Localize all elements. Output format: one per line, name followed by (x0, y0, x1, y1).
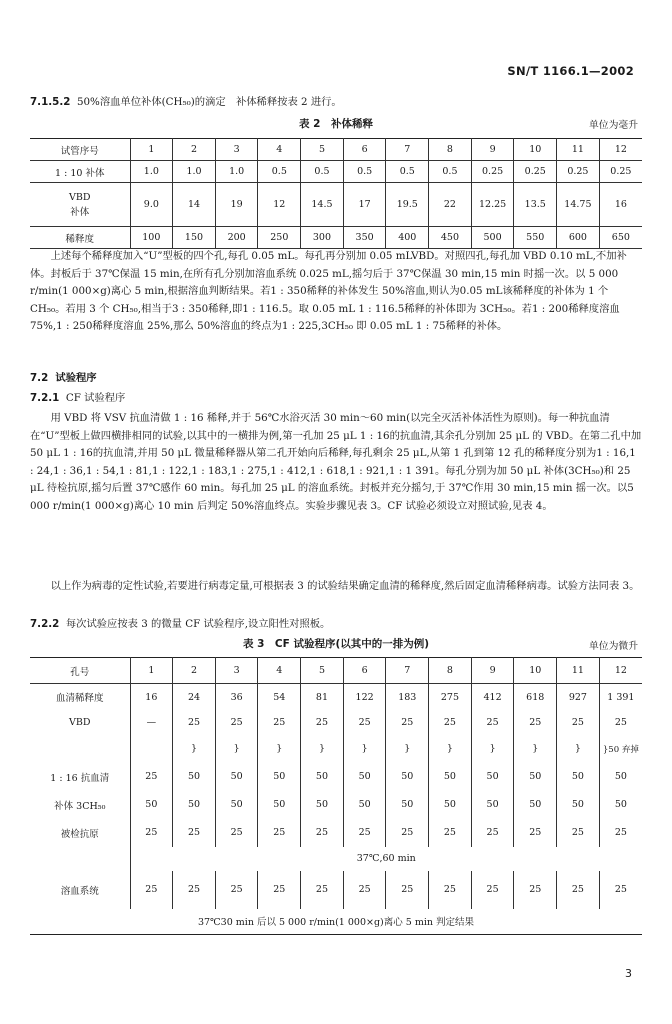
table-cell: 4 (258, 658, 301, 684)
table-row (30, 735, 642, 763)
section-number: 7.2.2 (30, 618, 60, 630)
table-cell: 14.5 (301, 183, 344, 227)
table-cell: 19.5 (386, 183, 429, 227)
table-cell: 25 (386, 871, 429, 909)
table-cell: 14 (173, 183, 216, 227)
table-cell: 1 391 (599, 684, 642, 711)
table-cell (30, 735, 130, 763)
table-cell: 25 (514, 819, 557, 847)
table-cell: } (215, 735, 258, 763)
table-cell: 25 (471, 711, 514, 735)
table-cell: 1.0 (215, 161, 258, 183)
table-cell: 25 (599, 871, 642, 909)
table-cell: 25 (557, 819, 600, 847)
table-row (30, 763, 642, 791)
table-row (30, 139, 642, 161)
section-number: 7.1.5.2 (30, 96, 71, 108)
table-cell: 350 (343, 227, 386, 249)
table-cell: } (258, 735, 301, 763)
table-cell: 412 (471, 684, 514, 711)
table-cell: 9 (471, 658, 514, 684)
table-cell: 25 (514, 871, 557, 909)
table-cell: 25 (599, 819, 642, 847)
table-cell: 0.25 (557, 161, 600, 183)
table-cell: 50 (301, 763, 344, 791)
table-cell: 50 (557, 791, 600, 819)
row-label-line: 补体 (70, 206, 90, 218)
paragraph-quantitative: 以上作为病毒的定性试验,若要进行病毒定量,可根据表 3 的试验结果确定血清的稀释度,然后固定血清稀释病毒。试验方法同表 3。 (50, 580, 640, 592)
table-cell: 0.25 (471, 161, 514, 183)
table-cell: 450 (429, 227, 472, 249)
table-cell: 被检抗原 (30, 819, 130, 847)
table-cell: 927 (557, 684, 600, 711)
section-721 (30, 390, 642, 408)
table-cell: 9 (471, 139, 514, 161)
table-cell: 50 (557, 763, 600, 791)
table-cell: 0.5 (258, 161, 301, 183)
table-cell: 补体 3CH₅₀ (30, 791, 130, 819)
section-number: 7.2 (30, 372, 49, 384)
table-cell: 50 (173, 763, 216, 791)
table2 (30, 138, 642, 249)
table-cell: 11 (557, 658, 600, 684)
centrifuge-note: 37℃30 min 后以 5 000 r/min(1 000×g)离心 5 min 判定结果 (197, 917, 475, 929)
table-cell: 50 (471, 763, 514, 791)
table-row (30, 711, 642, 735)
table-row (30, 658, 642, 684)
table-cell: 50 (301, 791, 344, 819)
table-cell: 25 (429, 819, 472, 847)
table-cell: 6 (343, 658, 386, 684)
page-number: 3 (625, 967, 632, 980)
table-row (30, 871, 642, 909)
table-cell: 25 (173, 871, 216, 909)
table-cell: 50 (215, 763, 258, 791)
table-cell: } (301, 735, 344, 763)
table-cell: 0.25 (514, 161, 557, 183)
table-cell: 5 (301, 139, 344, 161)
table-cell: 8 (429, 658, 472, 684)
table-cell: 25 (599, 711, 642, 735)
table-cell: } (514, 735, 557, 763)
table-cell: 400 (386, 227, 429, 249)
table-cell: 25 (258, 871, 301, 909)
table2-unit: 单位为毫升 (589, 120, 638, 131)
table-cell: 10 (514, 139, 557, 161)
section-number: 7.2.1 (30, 392, 60, 404)
table-cell: 54 (258, 684, 301, 711)
table-cell: 50 (130, 791, 173, 819)
table-cell: 7 (386, 658, 429, 684)
table-cell: 50 (386, 791, 429, 819)
section-722 (30, 616, 642, 634)
table-cell: 25 (258, 819, 301, 847)
table-cell: 1.0 (173, 161, 216, 183)
table-cell: 孔号 (30, 658, 130, 684)
table-cell: 14.75 (557, 183, 600, 227)
table-cell: 25 (215, 819, 258, 847)
table-cell: 0.25 (599, 161, 642, 183)
table-cell: 50 (429, 791, 472, 819)
table3 (30, 657, 642, 935)
table-cell: 200 (215, 227, 258, 249)
table-cell: 150 (173, 227, 216, 249)
table-cell: 1 : 10 补体 (30, 161, 130, 183)
paragraph-cf-procedure: 用 VBD 将 VSV 抗血清做 1 : 16 稀释,并于 56℃水浴灭活 30 min～60 min(以完全灭活补体活性为原则)。每一种抗血清在“U”型板上做四横排相同的试验,以其中的一横排为例,第一孔加 25 μL 1 : 16的抗血清,其余孔分别加 25 μL 的 VBD。在第二孔中加 50 μL 1 : 16的抗血清,并用 50 μL 微量稀释器从第二孔开始向后稀释,每孔剩余 25 μL,从第 1 孔到第 12 孔的稀释度分别为1 : 16,1 : 24,1 : 36,1 : 54,1 : 81,1 : 122,1 : 183,1 : 275,1 : 412,1 : 618,1 : 921,1 : 1 391。每孔分别为加 50 μL 补体(3CH₅₀)和 25 μL 待检抗原,摇匀后置 37℃感作 60 min。每孔加 25 μL 的溶血系统。封板并充分摇匀,于 37℃作用 30 min,15 min 摇一次。以5 000 r/min(1 000×g)离心 10 min 后判定 50%溶血终点。实验步骤见表 3。CF 试验必须设立对照试验,见表 4。 (30, 412, 642, 512)
table-cell: 25 (343, 871, 386, 909)
table-cell (30, 183, 130, 227)
table-row (30, 819, 642, 847)
table-cell: 17 (343, 183, 386, 227)
table-cell: 25 (343, 819, 386, 847)
table-cell: 12 (258, 183, 301, 227)
table-cell: 50 (429, 763, 472, 791)
table-cell: 16 (130, 684, 173, 711)
table-cell: 25 (130, 871, 173, 909)
table-cell: 8 (429, 139, 472, 161)
table-cell: 25 (386, 819, 429, 847)
table-cell: 550 (514, 227, 557, 249)
table-cell: 2 (173, 658, 216, 684)
table-cell: 36 (215, 684, 258, 711)
table-cell: 3 (215, 658, 258, 684)
table-cell: 250 (258, 227, 301, 249)
table-cell: 4 (258, 139, 301, 161)
table-row (30, 227, 642, 249)
table-cell: 50 (258, 763, 301, 791)
section-title: 试验程序 (55, 372, 97, 384)
table-cell: 25 (471, 871, 514, 909)
table-cell: 50 (258, 791, 301, 819)
table-cell: 13.5 (514, 183, 557, 227)
table-cell: 1 : 16 抗血清 (30, 763, 130, 791)
table-cell: 25 (429, 871, 472, 909)
table-cell: 25 (557, 871, 600, 909)
table-cell: }50 弃掉 (599, 735, 642, 763)
table-cell: 100 (130, 227, 173, 249)
table-cell: } (343, 735, 386, 763)
section-7152 (30, 94, 642, 112)
table-cell: 50 (386, 763, 429, 791)
table-cell: 25 (301, 871, 344, 909)
table-cell: 650 (599, 227, 642, 249)
table-cell: 300 (301, 227, 344, 249)
table-cell: 25 (301, 711, 344, 735)
table-cell: 1 (130, 139, 173, 161)
table-row (30, 183, 642, 227)
table-cell: 50 (343, 791, 386, 819)
table-cell: 5 (301, 658, 344, 684)
table-cell: 25 (173, 819, 216, 847)
table-cell: 1.0 (130, 161, 173, 183)
table-cell: 275 (429, 684, 472, 711)
table-cell: 6 (343, 139, 386, 161)
table-cell: 50 (599, 791, 642, 819)
section-72 (30, 370, 642, 388)
table-cell: 25 (173, 711, 216, 735)
table-row (30, 909, 642, 935)
standard-code: SN/T 1166.1—2002 (507, 64, 634, 78)
table-cell: 50 (514, 763, 557, 791)
table-cell: 0.5 (429, 161, 472, 183)
table-cell: 81 (301, 684, 344, 711)
table-cell: 19 (215, 183, 258, 227)
table-cell: — (130, 711, 173, 735)
table-cell: 24 (173, 684, 216, 711)
table-cell: } (557, 735, 600, 763)
table-cell: 618 (514, 684, 557, 711)
table-cell: 122 (343, 684, 386, 711)
table-cell: 11 (557, 139, 600, 161)
table-cell: } (471, 735, 514, 763)
table-cell: 25 (557, 711, 600, 735)
table-cell: 0.5 (301, 161, 344, 183)
table3-unit: 单位为微升 (589, 641, 638, 652)
table-cell: 50 (471, 791, 514, 819)
table-cell: 血清稀释度 (30, 684, 130, 711)
table2-caption: 表 2 补体稀释 (299, 118, 373, 130)
table-cell: 25 (130, 763, 173, 791)
table-cell: 25 (130, 819, 173, 847)
table-cell: 25 (514, 711, 557, 735)
table-cell: 10 (514, 658, 557, 684)
table-cell: 500 (471, 227, 514, 249)
table-cell: 0.5 (386, 161, 429, 183)
table-cell: 22 (429, 183, 472, 227)
table-row (30, 684, 642, 711)
table-cell: } (386, 735, 429, 763)
table-cell: } (429, 735, 472, 763)
table-cell (130, 735, 173, 763)
table-cell: } (173, 735, 216, 763)
paragraph-complement-titration: 上述每个稀释度加入“U”型板的四个孔,每孔 0.05 mL。每孔再分别加 0.05 mLVBD。对照四孔,每孔加 VBD 0.10 mL,不加补体。封板后于 37℃保温 15 min,在所有孔分别加溶血系统 0.025 mL,摇匀后于 37℃保温 30 min,15 min 时摇一次。以 5 000 r/min(1 000×g)离心 5 min,根据溶血判断结果。若1 : 350稀释的补体发生 50%溶血,则认为0.05 mL该稀释度的补体为 1 个 CH₅₀。若用 3 个 CH₅₀,相当于3 : 350稀释,即1 : 116.5。取 0.05 mL 1 : 116.5稀释的补体即为 3CH₅₀。若1 : 200稀释度溶血75%,1 : 250稀释度溶血 25%,那么 50%溶血的终点为1 : 225,3CH₅₀ 即 0.05 mL 1 : 75稀释的补体。 (30, 250, 627, 332)
table-cell: 25 (301, 819, 344, 847)
table-cell (30, 847, 130, 871)
table-row (30, 791, 642, 819)
table-row (30, 847, 642, 871)
table-cell: 50 (173, 791, 216, 819)
section-text: 每次试验应按表 3 的微量 CF 试验程序,设立阳性对照板。 (65, 618, 331, 630)
table-cell: 25 (215, 711, 258, 735)
table-cell: 稀释度 (30, 227, 130, 249)
table-cell: 50 (215, 791, 258, 819)
table-cell: 25 (343, 711, 386, 735)
incubation-note: 37℃,60 min (356, 853, 416, 864)
table-cell: 25 (429, 711, 472, 735)
table-cell: 试管序号 (30, 139, 130, 161)
table-cell: 50 (343, 763, 386, 791)
section-text: 50%溶血单位补体(CH₅₀)的滴定 补体稀释按表 2 进行。 (76, 96, 342, 108)
table-cell: 9.0 (130, 183, 173, 227)
table-cell: 2 (173, 139, 216, 161)
table-cell: 50 (599, 763, 642, 791)
section-title: CF 试验程序 (65, 392, 126, 404)
table-cell: VBD (30, 711, 130, 735)
table-cell: 3 (215, 139, 258, 161)
table-cell: 50 (514, 791, 557, 819)
table3-caption: 表 3 CF 试验程序(以其中的一排为例) (242, 638, 430, 650)
table-cell: 25 (471, 819, 514, 847)
table-cell: 25 (258, 711, 301, 735)
table-cell: 7 (386, 139, 429, 161)
row-label-line: VBD (69, 191, 91, 203)
table-cell: 1 (130, 658, 173, 684)
table-cell: 12.25 (471, 183, 514, 227)
table-cell: 12 (599, 658, 642, 684)
table-cell: 25 (386, 711, 429, 735)
table-cell: 溶血系统 (30, 871, 130, 909)
table-cell: 600 (557, 227, 600, 249)
table-cell: 25 (215, 871, 258, 909)
table-cell: 183 (386, 684, 429, 711)
table-cell: 12 (599, 139, 642, 161)
table-row (30, 161, 642, 183)
table-cell: 16 (599, 183, 642, 227)
table-cell: 0.5 (343, 161, 386, 183)
